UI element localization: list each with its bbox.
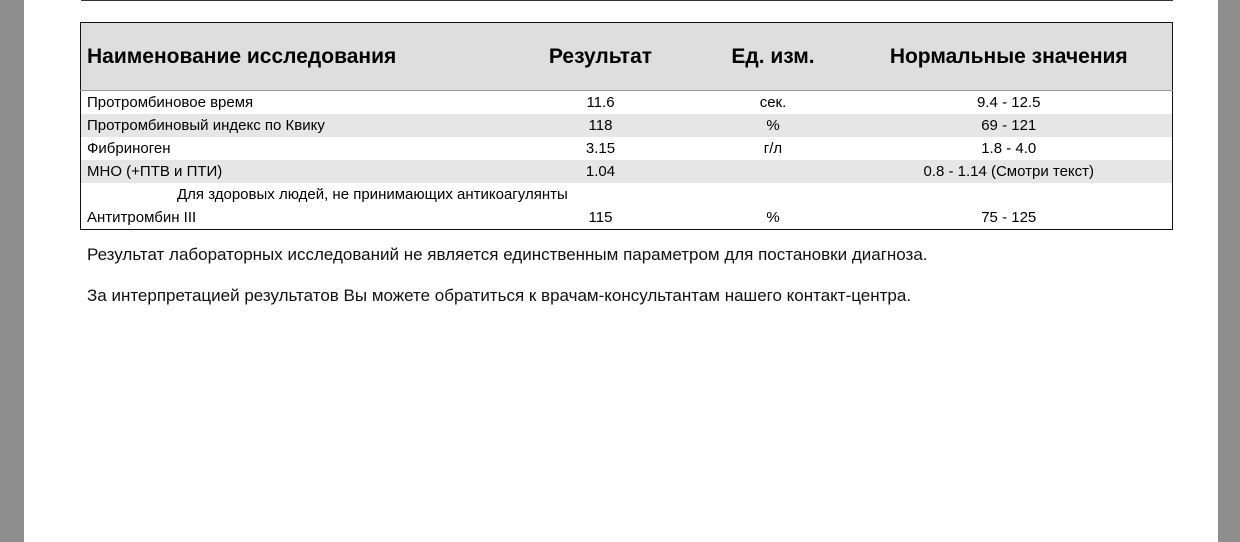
table-row [81, 160, 1173, 183]
test-name: Протромбиновое время [87, 94, 254, 111]
test-normal-range: 1.8 - 4.0 [981, 140, 1037, 157]
test-result: 115 [588, 209, 613, 226]
header-normal-values: Нормальные значения [846, 23, 1173, 91]
disclaimer-text: Результат лабораторных исследований не является единственным параметром для постановки диагноза. [87, 245, 928, 264]
test-result: 3.15 [585, 140, 616, 157]
test-name: Фибриноген [87, 140, 171, 157]
table-row [81, 137, 1173, 160]
table-row [81, 91, 1173, 115]
note-text: Для здоровых людей, не принимающих антикоагулянты [177, 186, 568, 203]
test-name: Антитромбин III [87, 209, 197, 226]
test-unit: сек. [759, 94, 787, 111]
test-result: 11.6 [586, 94, 615, 111]
test-name: МНО (+ПТВ и ПТИ) [81, 160, 501, 183]
header-unit: Ед. изм. [701, 23, 846, 91]
test-normal-range: 75 - 125 [981, 209, 1037, 226]
test-result: 118 [501, 114, 701, 137]
test-unit [701, 160, 846, 183]
document-page [24, 0, 1218, 542]
header-result: Результат [501, 23, 701, 91]
test-unit: % [766, 209, 780, 226]
test-normal-range: 9.4 - 12.5 [977, 94, 1041, 111]
test-unit: г/л [763, 140, 783, 157]
lab-results-table [80, 22, 1173, 230]
table-note-row [81, 183, 1173, 206]
test-name: Протромбиновый индекс по Квику [81, 114, 501, 137]
test-normal-range: 69 - 121 [846, 114, 1173, 137]
table-header-row [81, 23, 1173, 91]
consultation-text: За интерпретацией результатов Вы можете обратиться к врачам-консультантам нашего контакт-центра. [87, 286, 912, 305]
test-unit: % [701, 114, 846, 137]
test-result: 1.04 [501, 160, 701, 183]
top-divider [81, 0, 1173, 1]
table-row [81, 206, 1173, 230]
table-row [81, 114, 1173, 137]
test-normal-range: 0.8 - 1.14 (Смотри текст) [846, 160, 1173, 183]
header-test-name: Наименование исследования [81, 23, 501, 91]
